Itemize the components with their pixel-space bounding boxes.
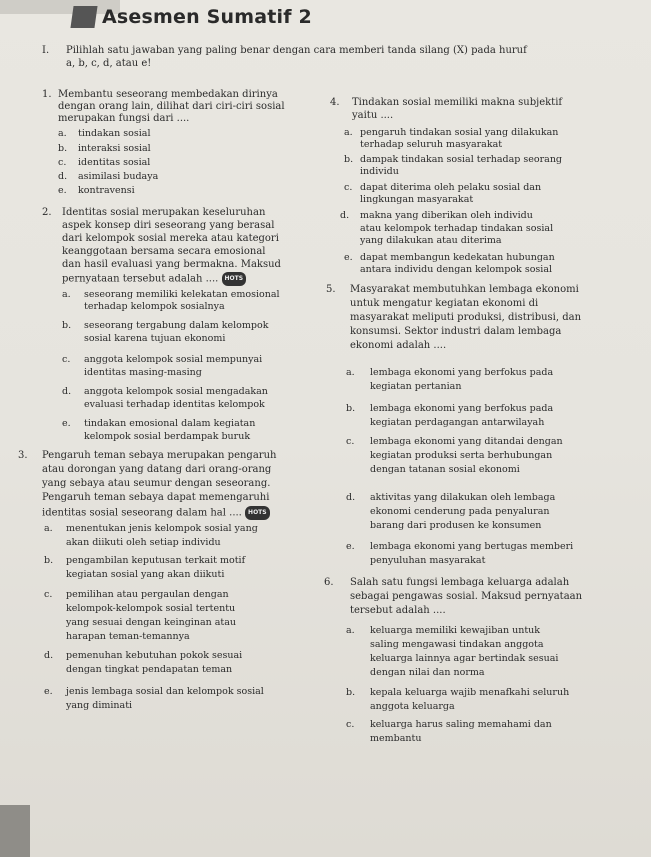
question-text: merupakan fungsi dari .... xyxy=(58,113,190,124)
option-text[interactable]: yang dilakukan atau diterima xyxy=(360,235,502,246)
question-text: sebagai pengawas sosial. Maksud pernyataan xyxy=(350,591,583,602)
question-number: 4. xyxy=(330,97,340,108)
option-text[interactable]: penyuluhan masyarakat xyxy=(370,555,486,566)
option-label[interactable]: e. xyxy=(44,686,53,697)
option-text[interactable]: dengan nilai dan norma xyxy=(370,667,485,678)
option-label[interactable]: c. xyxy=(44,589,53,600)
option-text[interactable]: kegiatan produksi serta berhubungan xyxy=(370,450,553,461)
option-label[interactable]: b. xyxy=(44,555,54,566)
option-text[interactable]: tindakan sosial xyxy=(78,128,151,139)
option-label[interactable]: a. xyxy=(346,367,355,378)
option-label[interactable]: a. xyxy=(58,128,67,139)
option-label[interactable]: a. xyxy=(44,523,53,534)
question-text-part: pernyataan tersebut adalah .... xyxy=(62,273,219,285)
option-label[interactable]: b. xyxy=(344,154,354,165)
option-text[interactable]: sosial karena tujuan ekonomi xyxy=(84,333,226,344)
question-number: 5. xyxy=(326,284,336,295)
option-text[interactable]: anggota kelompok sosial mengadakan xyxy=(84,386,268,397)
option-text[interactable]: terhadap seluruh masyarakat xyxy=(360,139,503,150)
option-text[interactable]: dampak tindakan sosial terhadap seorang xyxy=(360,154,563,165)
question-text: masyarakat meliputi produksi, distribusi, dan xyxy=(350,312,582,323)
option-text[interactable]: aktivitas yang dilakukan oleh lembaga xyxy=(370,492,556,503)
option-text[interactable]: yang diminati xyxy=(66,700,133,711)
option-text[interactable]: lembaga ekonomi yang berfokus pada xyxy=(370,367,554,378)
option-text[interactable]: lembaga ekonomi yang bertugas memberi xyxy=(370,541,574,552)
option-text[interactable]: yang sesuai dengan keinginan atau xyxy=(66,617,237,628)
question-text: keanggotaan bersama secara emosional xyxy=(62,246,266,257)
option-label[interactable]: d. xyxy=(44,650,54,661)
option-text[interactable]: barang dari produsen ke konsumen xyxy=(370,520,542,531)
option-text[interactable]: seseorang memiliki kelekatan emosional xyxy=(84,289,280,300)
question-text: Masyarakat membutuhkan lembaga ekonomi xyxy=(350,284,579,295)
option-text[interactable]: dapat diterima oleh pelaku sosial dan xyxy=(360,182,542,193)
option-text[interactable]: anggota keluarga xyxy=(370,701,455,712)
option-label[interactable]: e. xyxy=(58,185,67,196)
option-text[interactable]: dengan tingkat pendapatan teman xyxy=(66,664,233,675)
option-text[interactable]: identitas masing-masing xyxy=(84,367,202,378)
option-text[interactable]: makna yang diberikan oleh individu xyxy=(360,210,533,221)
option-text[interactable]: lingkungan masyarakat xyxy=(360,194,474,205)
option-text[interactable]: saling mengawasi tindakan anggota xyxy=(370,639,544,650)
question-text: atau dorongan yang datang dari orang-orang xyxy=(42,464,272,475)
question-text: untuk mengatur kegiatan ekonomi di xyxy=(350,298,539,309)
question-text: yang sebaya atau seumur dengan seseorang. xyxy=(42,478,271,489)
option-label[interactable]: b. xyxy=(346,687,356,698)
question-text: dari kelompok sosial mereka atau kategori xyxy=(62,233,279,244)
option-label[interactable]: c. xyxy=(62,354,71,365)
option-text[interactable]: dengan tatanan sosial ekonomi xyxy=(370,464,520,475)
question-text: Membantu seseorang membedakan dirinya xyxy=(58,89,278,100)
question-text: dengan orang lain, dilihat dari ciri-ciri sosial xyxy=(58,101,285,112)
question-text: tersebut adalah .... xyxy=(350,605,446,616)
option-text[interactable]: kegiatan sosial yang akan diikuti xyxy=(66,569,225,580)
question-text: Pengaruh teman sebaya merupakan pengaruh xyxy=(42,450,277,461)
instruction-line-1: Pilihlah satu jawaban yang paling benar dengan cara memberi tanda silang (X) pada huruf xyxy=(66,45,527,56)
question-number: 6. xyxy=(324,577,334,588)
option-text[interactable]: keluarga memiliki kewajiban untuk xyxy=(370,625,541,636)
option-label[interactable]: b. xyxy=(58,143,68,154)
question-number: 2. xyxy=(42,207,52,218)
option-text[interactable]: pemilihan atau pergaulan dengan xyxy=(66,589,229,600)
option-text[interactable]: seseorang tergabung dalam kelompok xyxy=(84,320,269,331)
question-text: aspek konsep diri seseorang yang berasal xyxy=(62,220,275,231)
option-label[interactable]: e. xyxy=(346,541,355,552)
option-label[interactable]: b. xyxy=(346,403,356,414)
option-label[interactable]: d. xyxy=(340,210,350,221)
question-number: 1. xyxy=(42,89,52,100)
question-text: dan hasil evaluasi yang bermakna. Maksud xyxy=(62,259,281,270)
option-text[interactable]: asimilasi budaya xyxy=(78,171,159,182)
hots-badge: HOTS xyxy=(245,506,270,520)
option-label[interactable]: d. xyxy=(346,492,356,503)
option-label[interactable]: d. xyxy=(58,171,68,182)
option-text[interactable]: tindakan emosional dalam kegiatan xyxy=(84,418,256,429)
option-label[interactable]: a. xyxy=(344,127,353,138)
option-text[interactable]: atau kelompok terhadap tindakan sosial xyxy=(360,223,554,234)
question-text: yaitu .... xyxy=(352,110,394,121)
question-text: Tindakan sosial memiliki makna subjektif xyxy=(352,97,563,108)
option-text[interactable]: lembaga ekonomi yang berfokus pada xyxy=(370,403,554,414)
option-label[interactable]: a. xyxy=(346,625,355,636)
question-text: Salah satu fungsi lembaga keluarga adalah xyxy=(350,577,570,588)
option-label[interactable]: c. xyxy=(346,719,355,730)
option-text[interactable]: dapat membangun kedekatan hubungan xyxy=(360,252,555,263)
option-text[interactable]: interaksi sosial xyxy=(78,143,151,154)
option-text[interactable]: keluarga lainnya agar bertindak sesuai xyxy=(370,653,559,664)
option-text[interactable]: kelompok sosial berdampak buruk xyxy=(84,431,251,442)
option-text[interactable]: menentukan jenis kelompok sosial yang xyxy=(66,523,258,534)
option-text[interactable]: ekonomi cenderung pada penyaluran xyxy=(370,506,550,517)
option-label[interactable]: c. xyxy=(344,182,353,193)
option-label[interactable]: e. xyxy=(62,418,71,429)
page-edge-shadow xyxy=(0,805,30,857)
option-label[interactable]: a. xyxy=(62,289,71,300)
page-title: Asesmen Sumatif 2 xyxy=(102,6,312,28)
option-text[interactable]: kepala keluarga wajib menafkahi seluruh xyxy=(370,687,570,698)
option-label[interactable]: d. xyxy=(62,386,72,397)
option-text[interactable]: identitas sosial xyxy=(78,157,151,168)
option-text[interactable]: akan diikuti oleh setiap individu xyxy=(66,537,221,548)
option-text[interactable]: pemenuhan kebutuhan pokok sesuai xyxy=(66,650,243,661)
question-number: 3. xyxy=(18,450,28,461)
question-text: Identitas sosial merupakan keseluruhan xyxy=(62,207,266,218)
hots-badge: HOTS xyxy=(222,272,247,286)
option-text[interactable]: kegiatan perdagangan antarwilayah xyxy=(370,417,545,428)
question-text xyxy=(42,506,270,520)
option-text[interactable]: harapan teman-temannya xyxy=(66,631,190,642)
option-text[interactable]: evaluasi terhadap identitas kelompok xyxy=(84,399,265,410)
option-text[interactable]: kegiatan pertanian xyxy=(370,381,462,392)
option-text[interactable]: individu xyxy=(360,166,399,177)
option-label[interactable]: c. xyxy=(346,436,355,447)
option-text[interactable]: pengaruh tindakan sosial yang dilakukan xyxy=(360,127,559,138)
option-text[interactable]: pengambilan keputusan terkait motif xyxy=(66,555,246,566)
option-text[interactable]: antara individu dengan kelompok sosial xyxy=(360,264,553,275)
option-label[interactable]: c. xyxy=(58,157,67,168)
question-text xyxy=(62,272,246,286)
option-text[interactable]: anggota kelompok sosial mempunyai xyxy=(84,354,263,365)
question-text: ekonomi adalah .... xyxy=(350,340,447,351)
question-text: konsumsi. Sektor industri dalam lembaga xyxy=(350,326,562,337)
option-label[interactable]: e. xyxy=(344,252,353,263)
option-text[interactable]: kelompok-kelompok sosial tertentu xyxy=(66,603,236,614)
section-number: I. xyxy=(42,45,50,56)
option-text[interactable]: jenis lembaga sosial dan kelompok sosial xyxy=(66,686,264,697)
question-text-part: identitas sosial seseorang dalam hal .... xyxy=(42,507,242,519)
option-text[interactable]: membantu xyxy=(370,733,422,744)
option-label[interactable]: b. xyxy=(62,320,72,331)
option-text[interactable]: keluarga harus saling memahami dan xyxy=(370,719,552,730)
option-text[interactable]: lembaga ekonomi yang ditandai dengan xyxy=(370,436,563,447)
option-text[interactable]: kontravensi xyxy=(78,185,135,196)
question-text: Pengaruh teman sebaya dapat memengaruhi xyxy=(42,492,270,503)
title-icon xyxy=(70,6,97,28)
instruction-line-2: a, b, c, d, atau e! xyxy=(66,58,152,69)
option-text[interactable]: terhadap kelompok sosialnya xyxy=(84,301,225,312)
